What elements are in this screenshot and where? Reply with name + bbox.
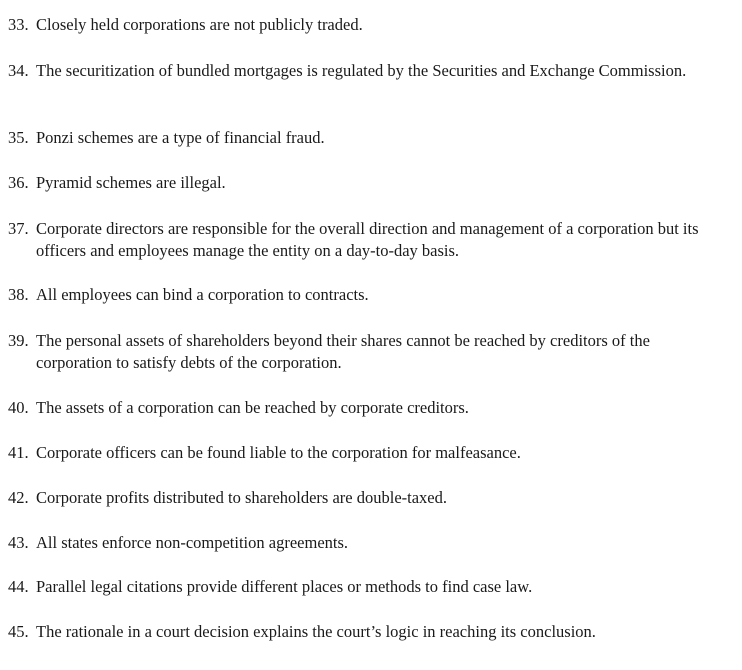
question-text: Corporate profits distributed to shareholders are double-taxed. xyxy=(36,488,448,507)
question-number: 40. xyxy=(8,398,29,417)
question-item xyxy=(8,284,728,306)
question-text: All employees can bind a corporation to contracts. xyxy=(36,285,369,304)
question-number: 42. xyxy=(8,488,29,507)
question-number: 38. xyxy=(8,285,29,304)
question-text: The rationale in a court decision explains the court’s logic in reaching its conclusion. xyxy=(36,622,596,641)
question-number: 45. xyxy=(8,622,29,641)
question-text: The securitization of bundled mortgages is regulated by the Securities and Exchange Commission. xyxy=(36,61,687,80)
question-item xyxy=(8,442,728,464)
question-number: 41. xyxy=(8,443,29,462)
question-item xyxy=(8,397,728,419)
question-item xyxy=(8,576,728,598)
question-text: Corporate directors are responsible for the overall direction and management of a corporation but its officers and employees manage the entity on a day-to-day basis. xyxy=(36,219,699,260)
question-number: 33. xyxy=(8,15,29,34)
question-text: Pyramid schemes are illegal. xyxy=(36,173,226,192)
question-item xyxy=(8,127,728,149)
question-text: Ponzi schemes are a type of financial fraud. xyxy=(36,128,325,147)
question-number: 37. xyxy=(8,219,29,238)
question-text: The personal assets of shareholders beyond their shares cannot be reached by creditors of the corporation to satisfy debts of the corporation. xyxy=(36,331,650,372)
question-text: Parallel legal citations provide different places or methods to find case law. xyxy=(36,577,533,596)
question-text: The assets of a corporation can be reached by corporate creditors. xyxy=(36,398,469,417)
question-item xyxy=(8,14,728,36)
question-number: 36. xyxy=(8,173,29,192)
question-number: 39. xyxy=(8,331,29,350)
question-item xyxy=(8,330,728,374)
question-text: Closely held corporations are not publicly traded. xyxy=(36,15,363,34)
question-number: 34. xyxy=(8,61,29,80)
question-number: 44. xyxy=(8,577,29,596)
question-number: 35. xyxy=(8,128,29,147)
question-item xyxy=(8,621,728,643)
question-item xyxy=(8,532,728,554)
question-item xyxy=(8,60,728,82)
question-text: Corporate officers can be found liable to the corporation for malfeasance. xyxy=(36,443,521,462)
question-item xyxy=(8,487,728,509)
question-item xyxy=(8,218,728,262)
question-text: All states enforce non-competition agreements. xyxy=(36,533,349,552)
question-number: 43. xyxy=(8,533,29,552)
question-item xyxy=(8,172,728,194)
